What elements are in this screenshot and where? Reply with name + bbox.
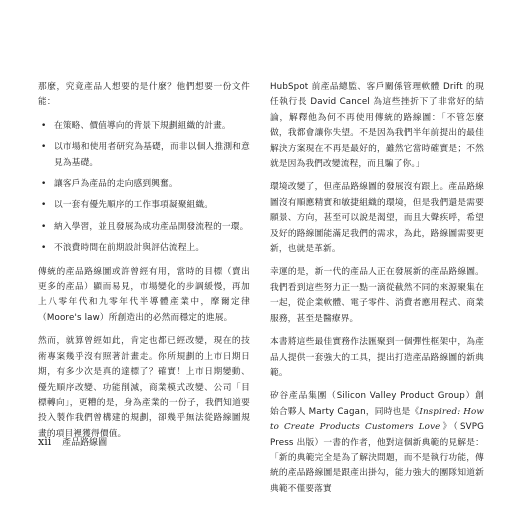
body-paragraph: 幸運的是，新一代的產品人正在發展新的產品路線圖。我們看到這些努力正一點一滴從截然不同的來源聚集在一起，從企業軟體、電子零件、消費者應用程式、商業服務，甚至是醫療界。: [270, 267, 484, 324]
intro-paragraph: 那麼，究竟產品人想要的是什麼？他們想要一份文件能：: [38, 82, 250, 108]
right-column: [270, 80, 484, 505]
list-item: • 以市場和使用者研究為基礎，而非以個人推測和意見為基礎。: [41, 142, 250, 168]
bullet-icon: •: [41, 142, 47, 153]
body-paragraph: 矽谷產品集團（Silicon Valley Product Group）創始合夥人 Marty Cagan，同時也是《Inspired: How to Create Products Customers Love》（SVPG Press 出版）一書的作者，他對這個新典範的見解是：「新的典範完全是為了解決問題，而不是執行功能，傳統的產品路線圖是跟產出掛勾，能力強大的團隊知道新典範不僅要落實: [270, 391, 484, 494]
list-item: • 讓客戶為產品的走向感到興奮。: [38, 177, 250, 192]
book-title-italic: Inspired: How to Create Products Customers Love: [270, 406, 484, 433]
bullet-icon: •: [41, 120, 47, 131]
bullet-icon: •: [41, 200, 47, 211]
page-number: xii: [38, 435, 52, 448]
goals-list: [38, 119, 250, 257]
bullet-icon: •: [41, 179, 47, 190]
list-item: • 不浪費時間在前期設計與評估流程上。: [38, 241, 250, 256]
body-paragraph: HubSpot 前產品總監、客戶關係管理軟體 Drift 的現任執行長 David Cancel 為這些挫折下了非常好的結論，解釋他為何不再使用傳統的路線圖：「不管怎麼做，我都會讓你失望。不是因為我們半年前提出的最佳解決方案現在不再是最好的，雖然它當時確實是；不然就是因為我們改變流程，而且騙了你。」: [270, 82, 484, 170]
body-paragraph: 本書將這些最佳實務作法匯聚到一個彈性框架中，為產品人提供一套強大的工具，提出打造產品路線圖的新典範。: [270, 337, 484, 378]
body-paragraph: 然而，就算曾經如此，肯定也都已經改變，現在的技術專案幾乎沒有照著計畫走。你所規劃的上市日期日期，有多少次是真的達標了？確實！上市日期變動、優先順序改變、功能削減，商業模式改變、公司「目標轉向」，更糟的是，身為產業的一份子，我們知道要投入製作我們曾構建的規劃，卻幾乎無法從路線圖規畫的項目裡獲得價值。: [38, 336, 250, 439]
body-paragraph: 傳統的產品路線圖或許曾經有用，當時的目標（賣出更多的產品）顯而易見，市場變化的步調緩慢，再加上八零年代和九零年代半導體產業中，摩爾定律（Moore's law）所創造出的必然而穩定的進展。: [38, 266, 250, 323]
list-item: • 納入學習，並且發展為成功產品開發流程的一環。: [38, 220, 250, 235]
bullet-icon: •: [41, 221, 47, 232]
bullet-icon: •: [41, 243, 47, 254]
left-column: [38, 80, 250, 450]
list-item: • 在策略、價值導向的背景下規劃組織的計畫。: [38, 119, 250, 134]
list-item: • 以一套有優先順序的工作事項凝聚組織。: [38, 198, 250, 213]
body-paragraph: 環境改變了，但產品路線圖的發展沒有跟上。產品路線圖沒有順應精實和敏捷組織的環境，但是我們還是需要願景、方向，甚至可以說是渴望，而且大聲疾呼，希望及好的路線圖能滿足我們的需求，為此，路線圖需要更新，也就是革新。: [270, 182, 484, 255]
running-title: 產品路線圖: [62, 438, 108, 448]
page-footer: [38, 435, 107, 448]
